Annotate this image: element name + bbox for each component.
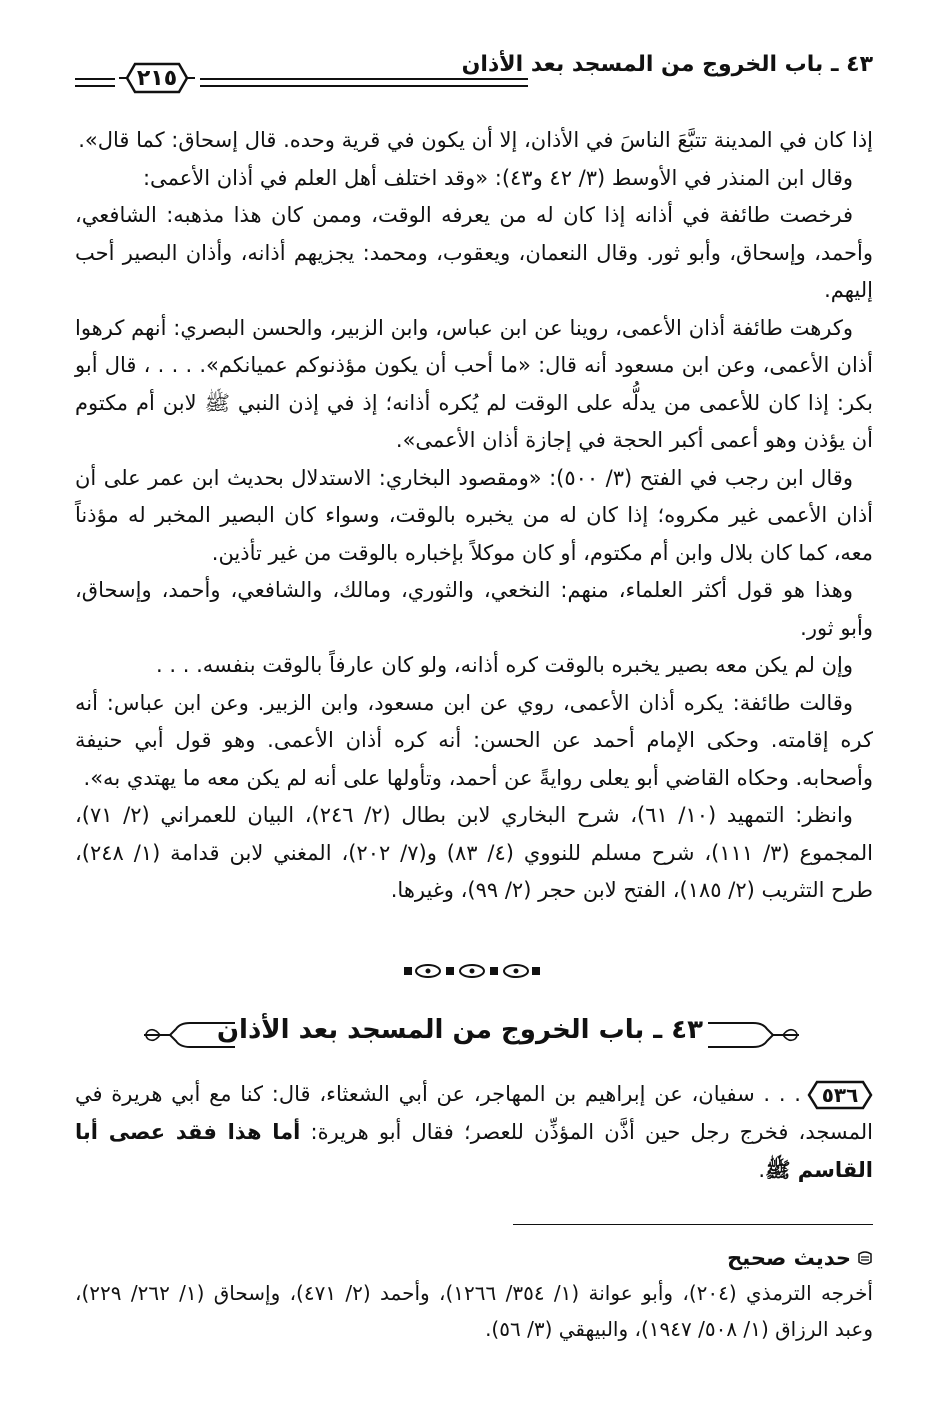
hadith-grade [727,1246,873,1270]
paragraph: وقال ابن المنذر في الأوسط (٣/ ٤٢ و٤٣): «وقد اختلف أهل العلم في أذان الأعمى: [142,165,853,190]
page-number [117,60,197,96]
paragraph: فرخصت طائفة في أذانه إذا كان له من يعرفه الوقت، وممن كان هذا مذهبه: الشافعي، وأحمد، وإسحاق، وأبو ثور. وقال النعمان، ويعقوب، ومحمد: يجزيهم أذانه، وأذان البصير أحب إليهم. [75,203,873,302]
hadith-end-punct: . [758,1158,766,1182]
page-number-value: ٢١٥ [136,65,178,91]
grade-label: حديث صحيح [727,1246,851,1270]
paragraph: وقال ابن رجب في الفتح (٣/ ٥٠٠): «ومقصود البخاري: الاستدلال بحديث ابن عمر على أن أذان الأعمى غير مكروه؛ إذا كان له من يخبره بالوقت، وسواء كان البصير المخبر له مؤذناً معه، كما كان بلال وابن أم مكتوم، أو كان موكلاً بإخباره بالوقت من غير تأذين. [75,465,873,565]
header-rule-left [75,78,115,87]
running-header [75,38,873,98]
paragraph: وهذا هو قول أكثر العلماء، منهم: النخعي، والثوري، ومالك، والشافعي، وأحمد، وإسحاق، وأبو ثور. [75,578,873,640]
takhrij-text [75,1275,873,1347]
section-heading [140,1005,803,1065]
ornament-icon [402,963,542,979]
commentary-text [75,122,873,910]
header-rule [200,78,528,87]
paragraph: إذا كان في المدينة تتبَّعَ الناسَ في الأذان، إلا أن يكون في قرية وحده. قال إسحاق: كما قال». [78,128,873,152]
header-chapter-title: ٤٣ ـ باب الخروج من المسجد بعد الأذان [461,52,873,77]
footnote-separator [513,1224,873,1225]
hadith-body: . . . سفيان، عن إبراهيم بن المهاجر، عن أبي الشعثاء، قال: كنا مع أبي هريرة في المسجد، فخرج رجل حين أذَّن المؤذِّن للعصر؛ فقال أبو هريرة: [75,1082,873,1144]
ornament-divider [0,963,943,983]
heading-frame-right-icon [708,1017,803,1053]
paragraph: وانظر: التمهيد (١٠/ ٦١)، شرح البخاري لابن بطال (٢/ ٢٤٦)، البيان للعمراني (٢/ ٧١)، المجموع (٣/ ١١١)، شرح مسلم للنووي (٤/ ٨٣) و(٧/ ٢٠٢)، المغني لابن قدامة (١/ ٢٤٨)، طرح التثريب (٢/ ١٨٥)، الفتح لابن حجر (٢/ ٩٩)، وغيرها. [75,803,873,902]
hadith-number-value: ٥٣٦ [821,1083,859,1107]
grade-marker-icon [857,1250,873,1266]
paragraph: وقالت طائفة: يكره أذان الأعمى، روي عن ابن مسعود، وابن الزبير. وعن ابن عباس: أنه كره إقامته. وحكى الإمام أحمد عن الحسن: أنه كره أذان الأعمى. وهو قول أبي حنيفة وأصحابه. وحكاه القاضي أبو يعلى روايةً عن أحمد، وتأولها على أنه لم يكن معه ما يهتدي به». [75,690,873,790]
section-heading-title: ٤٣ ـ باب الخروج من المسجد بعد الأذان [216,1015,703,1045]
paragraph: وإن لم يكن معه بصير يخبره بالوقت كره أذانه، ولو كان عارفاً بالوقت بنفسه. . . . [156,653,853,677]
paragraph: وكرهت طائفة أذان الأعمى، روينا عن ابن عباس، وابن الزبير، والحسن البصري: أنهم كرهوا أذان الأعمى، وعن ابن مسعود أنه قال: «ما أحب أن يكون مؤذنوكم عميانكم». . . . ، قال أبو بكر: إذا كان للأعمى من يدلُّه على الوقت لم يُكره أذانه؛ إذ في إذن النبي ﷺ لابن أم مكتوم أن يؤذن وهو أعمى أكبر الحجة في إجازة أذان الأعمى». [75,315,873,452]
hadith-saying: أما هذا فقد عصى أبا القاسم ﷺ [75,1120,873,1182]
hadith-number [807,1079,873,1111]
hadith-text [75,1075,873,1189]
takhrij-line: أخرجه الترمذي (٢٠٤)، وأبو عوانة (١/ ٣٥٤/ ١٢٦٦)، وأحمد (٢/ ٤٧١)، وإسحاق (١/ ٢٦٢/ ٢٢٩)، وعبد الرزاق (١/ ٥٠٨/ ١٩٤٧)، والبيهقي (٣/ ٥٦). [75,1281,873,1341]
